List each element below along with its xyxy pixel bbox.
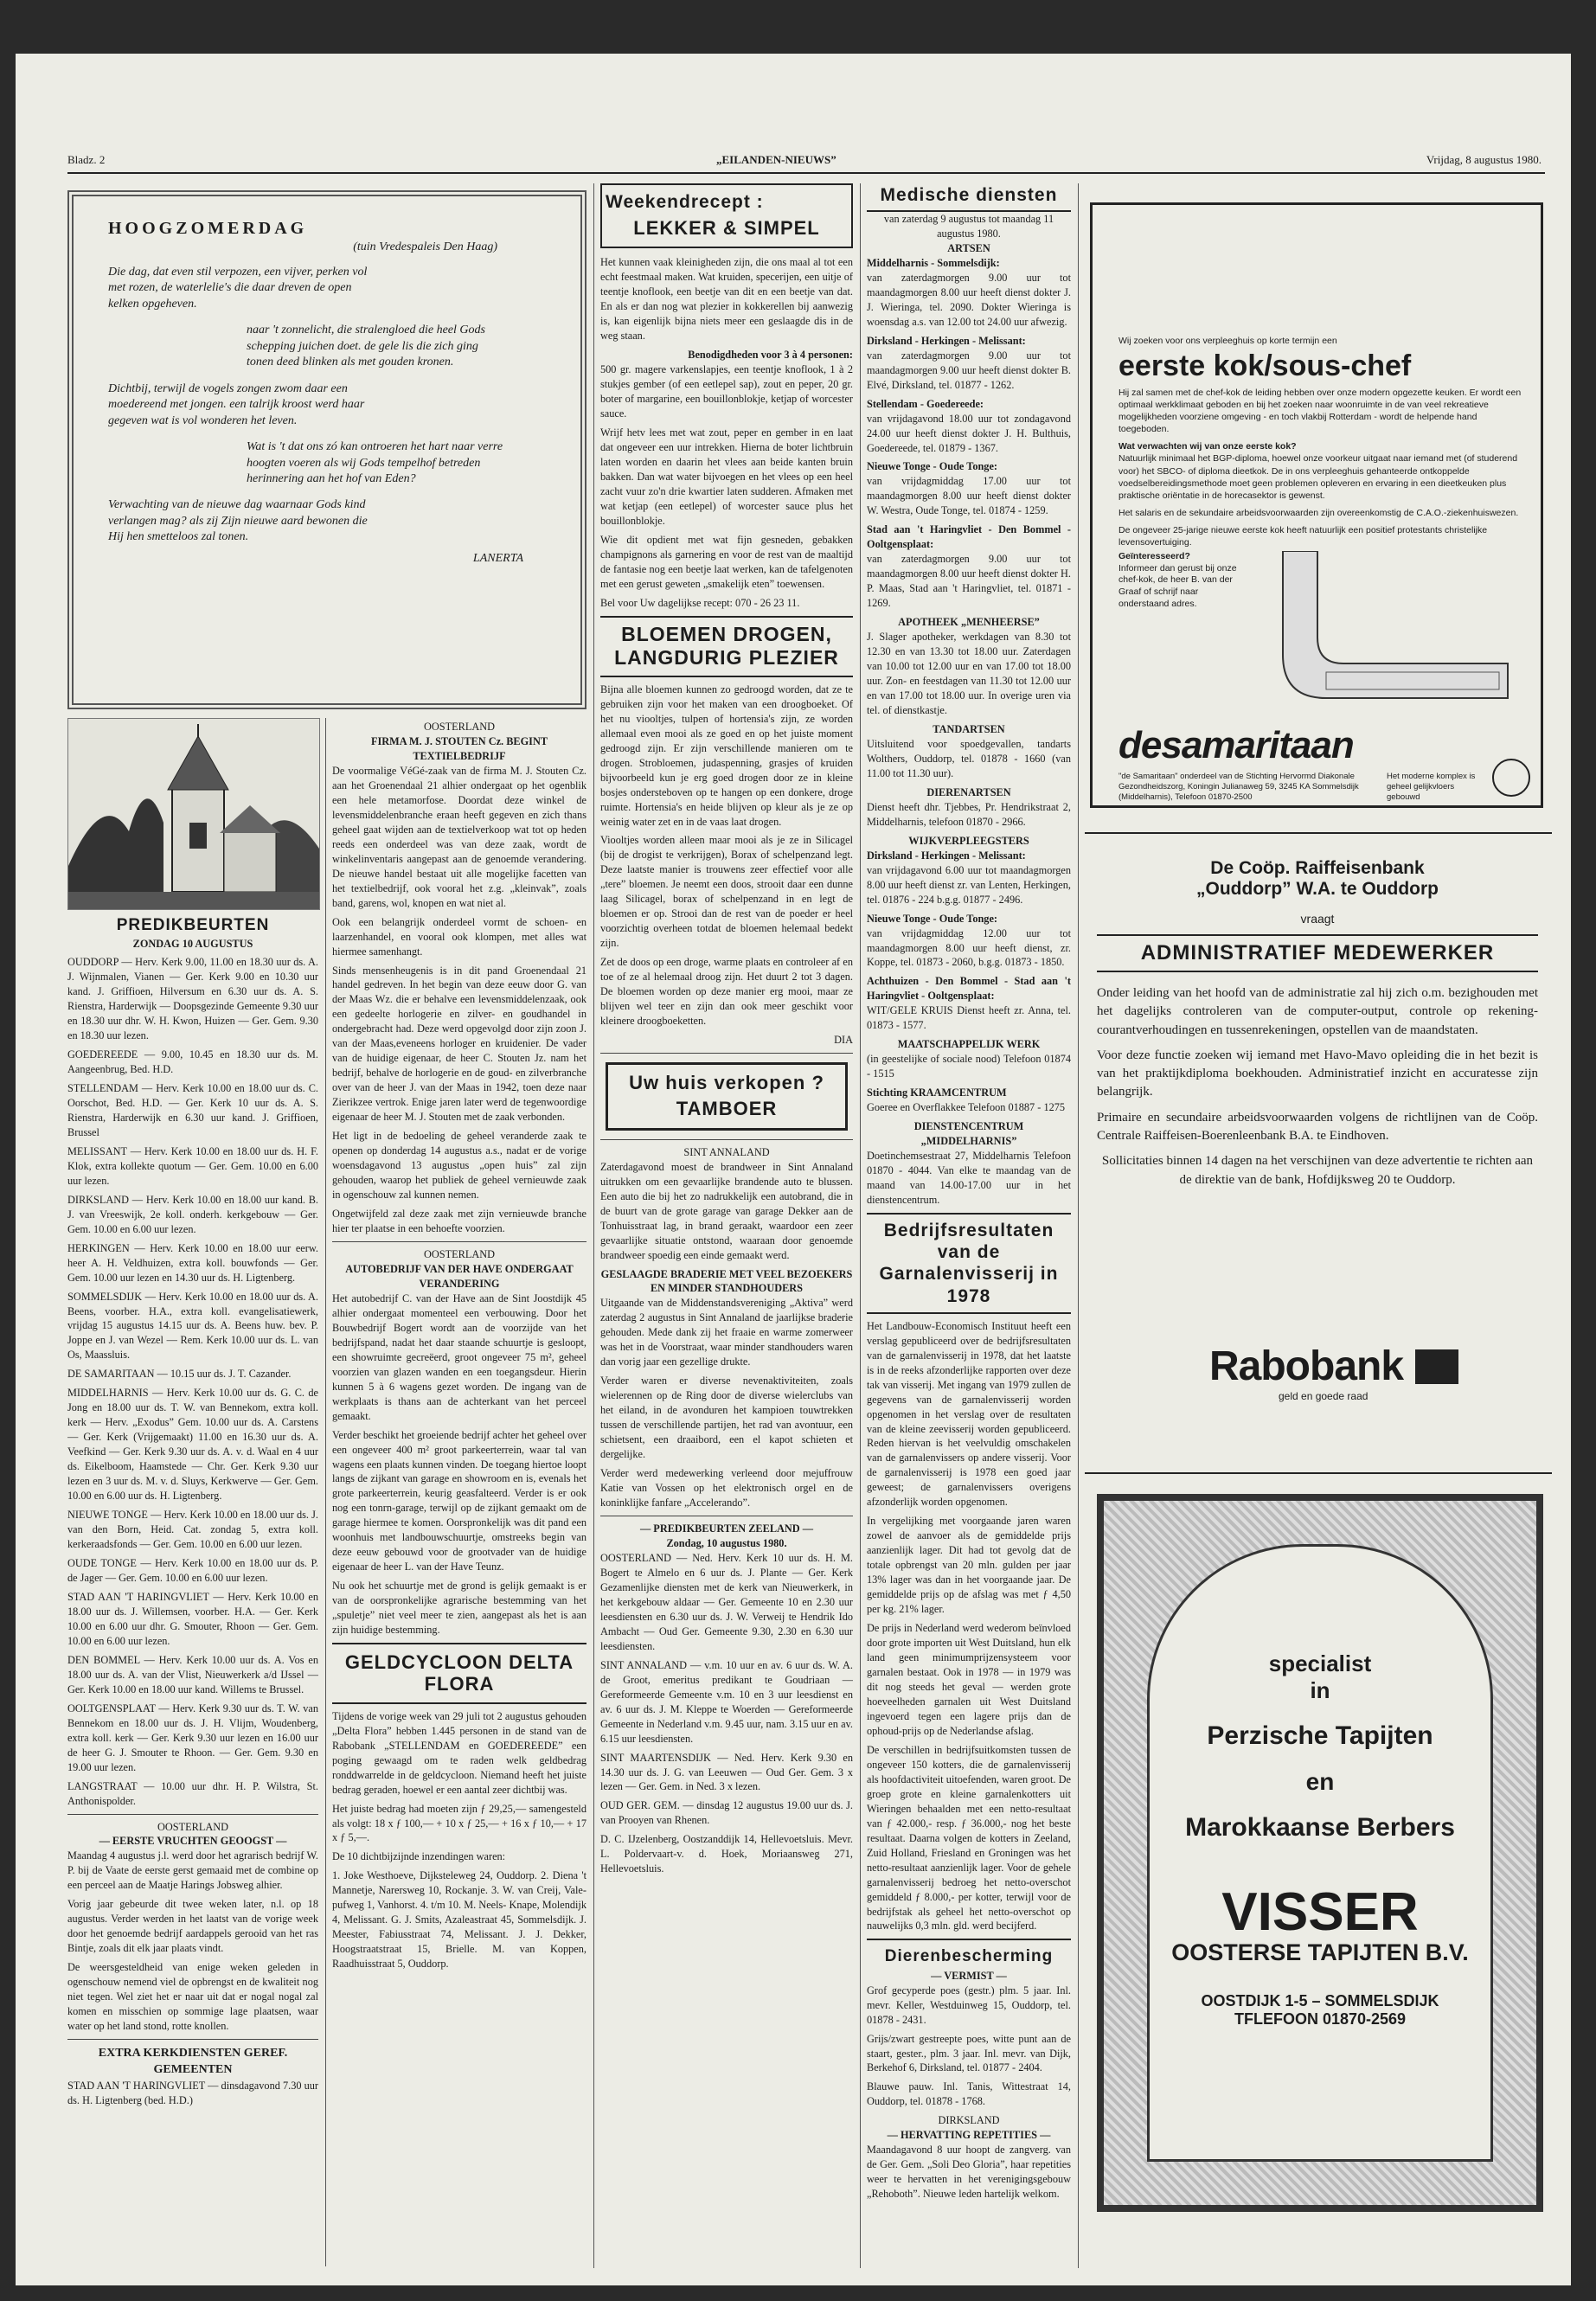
paper-name: „EILANDEN-NIEUWS” — [716, 153, 836, 166]
annaland-place: SINT ANNALAND — [683, 1145, 770, 1158]
braderie-para: Verder werd medewerking verleend door mejuffrouw Katie van Vossen op het elektronisch orgel en de koninklijke fanfare „Accelerando”. — [600, 1467, 853, 1509]
poem-stanza: Dichtbij, terwijl de vogels zongen zwom daar een moedereend met jongen. een talrijk kroost werd haar gegeven wat is vol wonderen het leven. — [108, 381, 365, 427]
med-range: van zaterdag 9 augustus tot maandag 11 augustus 1980. — [883, 212, 1054, 240]
med-section-text: van vrijdagavond 6.00 uur tot maandagmorgen 8.00 uur heeft dienst zr. van Lenten, Herkingen, tel. 01876 - 224 b.g.g. 01877 - 2496. — [867, 863, 1071, 906]
med-section-text: van vrijdagavond 18.00 uur tot zondagavond 24.00 uur heeft dienst dokter J. H. Bulthuis, Goedereede, tel. 01879 - 1367. — [867, 412, 1071, 454]
med-section-text: van vrijdagmiddag 12.00 uur tot maandagmorgen 8.00 uur heeft dienst, zr. Koppe, tel. 01873 - 2060, b.g.g. 01873 - 1850. — [867, 926, 1071, 969]
oogst-title: — EERSTE VRUCHTEN GEOOGST — — [99, 1835, 287, 1848]
poem-author: LANERTA — [472, 551, 523, 565]
bloemen-para: Bijna alle bloemen kunnen zo gedroogd worden, dat ze te gebruiken zijn voor het maken van een droogboeket. Of het nu viooltjes, tulpen of hortensia's zijn, ze worden allemaal even mooi als ze goed en op het juiste moment gedroogd zijn. Er zijn verschillende manieren om te drogen. Strobloemen, judaspenning, grasjes of kruiden bijvoorbeeld kun je erg goed drogen door ze in kleine bosjes ondersteboven op te hangen op een donkere, droge ruimte. Hortensia's en heide blijven op kleur als je ze op weinig water zet en in de vaas laat drogen. — [600, 683, 853, 828]
rabo-para: Primaire en secundaire arbeidsvoorwaarden volgens de richtlijnen van de Coöp. Centrale Raiffeisen-Boerenleenbank B.A. te Eindhoven. — [1097, 1110, 1538, 1144]
med-section-text: van zaterdagmorgen 9.00 uur tot maandagmorgen 8.00 uur heeft dienst dokter H. P. Maas, Stad aan 't Haringvliet, tel. 01871 - 1269. — [867, 553, 1071, 610]
geldcycloon-title: GELDCYCLOON DELTA FLORA — [344, 1651, 574, 1695]
autobedrijf-para: Het autobedrijf C. van der Have aan de Sint Joostdijk 45 alhier ondergaat momenteel een verbouwing. Door het Bouwbedrijf Bogert wordt aan de voorzijde van het bedrijfspand, nadat het daar staande schuurtje is gesloopt, een showruimte gecreëerd, groot ongeveer 75 m², geheel voorzien van glazen wanden en een toegangsdeur. Hierin kunnen 5 à 6 wagens gezet worden. De ingang van de werkplaats is thans aan de achterkant van het perceel gemaakt. — [332, 1292, 586, 1422]
preach-entry: DE SAMARITAAN — 10.15 uur ds. J. T. Cazander. — [67, 1368, 292, 1381]
bloemen-sign: DIA — [834, 1034, 853, 1047]
rabo-line2: „Ouddorp” W.A. te Ouddorp — [1196, 879, 1439, 899]
med-section-head: Dirksland - Herkingen - Melissant: — [867, 849, 1026, 862]
med-section-head: MAATSCHAPPELIJK WERK — [897, 1038, 1041, 1051]
med-section-head: DIENSTENCENTRUM „MIDDELHARNIS” — [913, 1120, 1024, 1148]
med-section-head: DIERENARTSEN — [926, 785, 1011, 798]
med-section-head: Nieuwe Tonge - Oude Tonge: — [867, 460, 998, 473]
preach-entry: MIDDELHARNIS — Herv. Kerk 10.00 uur ds. G. C. de Jong en 18.00 uur ds. T. W. van Bennekom, extra koll. kerk — Herv. „Exodus” Gem. 10.00 uur ds. A. Carstens — Ger. Kerk (Vrijgemaakt) 11.00 en 16.30 uur ds. A. Veefkind — Ger. Kerk 9.30 uur ds. A. v. d. Waal en 4 uur ds. Eikelboom, Haamstede — Chr. Ger. Kerk 9.30 uur lezen en 3 uur ds. M. v. d. Sluys, Kerkwerve — Ger. Gem. 10.00 en 6.00 uur ds. H. Ligtenberg. — [67, 1387, 318, 1503]
rabobank-ad — [1097, 858, 1538, 1446]
dirksland-place: DIRKSLAND — [938, 2114, 1000, 2127]
recept-needs: 500 gr. magere varkenslapjes, een teentje knoflook, 1 à 2 stukjes gember (of een eetlepel sap), zout en peper, 20 gr. boter of margarine, een bouillonblokje, ketjap of worcester sauce. — [600, 363, 853, 420]
repetities-title: — HERVATTING REPETITIES — — [887, 2129, 1051, 2142]
rabo-para: Onder leiding van het hoofd van de administratie zal hij zich o.m. bezighouden met het dagelijks controleren van de computer-output, controle op rekening-courantverhoudingen en tussenrekeningen, opstellen van de maandstaten. — [1097, 986, 1538, 1037]
visser-line4: en — [1305, 1768, 1335, 1795]
oogst-para: De weersgesteldheid van enige weken geleden in ogenschouw nemend viel de opbrengst en de kwaliteit nog niet tegen. Wel ziet het er naar uit dat er nogal nogal zal komen en misschien op sommige lage plaatsen, waar water op het land stond, rotte knollen. — [67, 1961, 318, 2033]
sam-interest-head: Geïnteresseerd? — [1118, 551, 1190, 561]
med-title: Medische diensten — [867, 183, 1071, 212]
med-section-head: Middelharnis - Sommelsdijk: — [867, 256, 1000, 269]
zeeland-entry: OOSTERLAND — Ned. Herv. Kerk 10 uur ds. H. M. Bogert te Almelo en 6 uur ds. J. Plante — Ger. Kerk Gezamenlijke diensten met de kerk van Nieuwerkerk, in het kerkgebouw aldaar — Ger. Gemeente 10 en 2.30 uur leesdiensten en 6.30 uur ds. J. W. Verweij te Hendrik Ido Ambacht — Oud Ger. Gemeente 9.30, 2.30 en 6.30 uur leesdiensten. — [600, 1551, 853, 1652]
braderie-para: Uitgaande van de Middenstandsvereniging „Aktiva” werd zaterdag 2 augustus in Sint Annaland de jaarlijkse braderie gehouden. Mede dank zij het fraaie en warme zomerweer was het in de Voorstraat, waar minder standhouders waren dan vorig jaar een gezellige drukte. — [600, 1297, 853, 1368]
extra-text: STAD AAN 'T HARINGVLIET — dinsdagavond 7.30 uur ds. H. Ligtenberg (bed. H.D.) — [67, 2079, 318, 2106]
sam-interest: Informeer dan gerust bij onze chef-kok, de heer B. van der Graaf of schrijf naar onderstaand adres. — [1118, 562, 1237, 609]
recept-intro: Het kunnen vaak kleinigheden zijn, die ons maal al tot een echt feestmaal maken. Wat kruiden, specerijen, een uitje of teentje knoflook, een beetje van dit en een beetje van dat. En als er dan nog wat plezier in kokkerellen bij aanwezig is, kan eigenlijk bijna niets meer een geslaagde dis in de weg staan. — [600, 256, 853, 343]
preach-entry: SOMMELSDIJK — Herv. Kerk 10.00 en 18.00 uur ds. A. Beens, voorber. H.A., extra koll. evangelisatiewerk, vrijdag 15 augustus 14.15 uur ds. A. Beens huw. bev. P. Joppe en J. van Wezel — Rem. Kerk 10.00 uur ds. L. van Os, Maassluis. — [67, 1290, 318, 1362]
stouten-place: OOSTERLAND — [424, 721, 495, 733]
visser-name: VISSER — [1221, 1882, 1419, 1942]
page-number: Bladz. 2 — [67, 153, 106, 166]
med-section-text: van zaterdagmorgen 9.00 uur tot maandagmorgen 8.00 uur heeft dienst dokter J. J. Wieringa, tel. 2090. Dokter Wieringa is woensdag a.s. van 12.00 tot 24.00 uur afwezig. — [867, 271, 1071, 328]
geldcycloon-para: Tijdens de vorige week van 29 juli tot 2 augustus gehouden „Delta Flora” hebben 1.445 personen in de stand van de Rabobank „STELLENDAM en GOEDEREEDE” een poging gewaagd om te raden welk geldbedrag ronddwarrelde in de geldcycloon. Niemand heeft het juiste bedrag geraden, hoewel er een aantal zeer dichtbij was. — [332, 1709, 586, 1796]
med-section-text: Dienst heeft dhr. Tjebbes, Pr. Hendrikstraat 2, Middelharnis, telefoon 01870 - 2966. — [867, 800, 1071, 828]
stouten-para: De voormalige VéGé-zaak van de firma M. J. Stouten Cz. aan het Groenendaal 21 alhier ondergaat op het ogenblik een hele metamorfose. Doordat deze winkel de levensmiddelenbranche eraan heeft gegeven en zich thans geheel gaat wijden aan de textielverkoop wat tot op heden reeds een onderdeel was van deze zaak, wordt de winkelinventaris aangepast aan de genoemde verandering. De nieuwe handel bestaat uit alle mogelijke facetten van het textielbedrijf, ook vooral het z.g. „kleinvak”, zoals band, garens, wol, knopen en wat niet al. — [332, 764, 586, 909]
preach-entry: STAD AAN 'T HARINGVLIET — Herv. Kerk 10.00 en 18.00 uur ds. J. Willemsen, voorber. H.A. — Ger. Kerk 10.00 en 6.00 uur dhr. G. Smouter, Rhoon — Ger. Gem. 10.00 en 6.00 uur lezen. — [67, 1590, 318, 1647]
oogst-para: Vorig jaar gebeurde dit twee weken later, n.l. op 18 augustus. Verder werden in het laatst van de vorige week door het genoemde bedrijf aardappels gerooid van het ras Bintje, zoals dit elk jaar plaats vindt. — [67, 1898, 318, 1955]
rabo-job: ADMINISTRATIEF MEDEWERKER — [1097, 934, 1538, 972]
visser-line1: specialist — [1268, 1650, 1372, 1676]
med-section-head: ARTSEN — [947, 241, 990, 254]
sam-desc: Hij zal samen met de chef-kok de leiding hebben over onze modern opgezette keuken. Er wordt een optimaal werkklimaat geboden en bij het zoeken naar woonruimte in de van veel rekreatieve mogelijkheden voorziene omgeving - en toch vlakbij Rotterdam - wordt de helpende hand toegeboden. — [1118, 387, 1522, 435]
dieren-sub: — VERMIST — — [931, 1969, 1007, 1982]
recept-more: Bel voor Uw dagelijkse recept: 070 - 26 23 11. — [600, 596, 800, 609]
autobedrijf-para: Nu ook het schuurtje met de grond is gelijk gemaakt is er van de oorspronkelijke agrarische bestemming van het „spuletje” niet veel meer te zien, aangepast als het is aan zijn huidige bestemming. — [332, 1580, 586, 1637]
sam-tagline: Wij zoeken voor ons verpleeghuis op korte termijn een — [1118, 336, 1337, 346]
stouten-para: Sinds mensenheugenis is in dit pand Groenendaal 21 handel gedreven. In het begin van deze eeuw door G. van der Maas Wz. die er behalve een levensmiddelenzaak, ook een gedeelte horlogerie en zilver- en goudhandel in ondergebracht had. Deze werd opgevolgd door zijn zoon J. van der Maas,eveneens horloger en kruidenier. De vader van de huidige eigenaar, de heer C. Stouten Jz. nam het bedrijf, behalve de horlogerie en de goud- en zilverbranche over van de heer J. van der Maas in 1942, toen deze naar Zierikzee vertrok. Enige jaren later werd de tegenwoordige eigenaar de heer M. J. Stouten met de zaak verbonden. — [332, 964, 586, 1124]
preach-entry: DIRKSLAND — Herv. Kerk 10.00 en 18.00 uur kand. B. J. van Vreeswijk, 2e koll. onderh. kerkgebouw — Ger. Gem. 10.00 en 6.00 uur lezen. — [67, 1193, 318, 1235]
stouten-para: Ongetwijfeld zal deze zaak met zijn vernieuwde branche hier ter plaatse in een behoefte voorzien. — [332, 1208, 586, 1234]
med-section-text: Goeree en Overflakkee Telefoon 01887 - 1275 — [867, 1101, 1066, 1114]
med-section-text: van vrijdagmiddag 17.00 uur tot maandagmorgen 8.00 uur heeft dienst dokter W. Westra, Oude Tonge, tel. 01874 - 1259. — [867, 475, 1071, 517]
sam-qtext: Natuurlijk minimaal het BGP-diploma, hoewel onze voorkeur uitgaat naar iemand met (of studerend voor) het SBCO- of diploma dieetkok. De in ons verpleeghuis gehanteerde ontkoppelde voedselbereidingsmethode moet geen problemen opleveren en ervaring in een dieetkeuken plus praktische oriëntatie in de horecasektor is gewenst. — [1118, 453, 1518, 501]
dieren-title: Dierenbescherming — [884, 1947, 1054, 1966]
med-section-head: Stad aan 't Haringvliet - Den Bommel - Ooltgensplaat: — [867, 523, 1071, 551]
predikbeurten-column — [67, 914, 318, 2264]
newspaper-page — [16, 54, 1571, 2285]
verkopen-sub: TAMBOER — [676, 1098, 778, 1120]
rabo-vraagt: vraagt — [1300, 912, 1335, 926]
braderie-para: Verder waren er diverse nevenaktiviteiten, zoals wielerennen op de Ring door de diverse wielerclubs van het eiland, in de avonduren het kampioen touwtrekken tussen de verschillende partijen, het rad van avontuur, een schietsent, een draaibord, een el kapot schieten et dergelijke. — [600, 1375, 853, 1461]
geldcycloon-para: De 10 dichtbijzijnde inzendingen waren: — [332, 1850, 506, 1863]
preach-entry: LANGSTRAAT — 10.00 uur dhr. H. P. Wilstra, St. Anthonispolder. — [67, 1779, 318, 1807]
med-section-text: Doetinchemsestraat 27, Middelharnis Telefoon 01870 - 4044. Van elke te maandag van de maand van 14.00-17.00 uur in het dienstencentrum. — [867, 1150, 1071, 1206]
recept-title: LEKKER & SIMPEL — [633, 216, 820, 239]
rabo-logo-icon — [1415, 1349, 1458, 1384]
med-section-head: Dirksland - Herkingen - Melissant: — [867, 334, 1026, 347]
poem-stanza: naar 't zonnelicht, die stralengloed die heel Gods schepping juichen doet. de gele lis die zich ging tonen deed blinken als met gouden kronen. — [247, 324, 485, 369]
annaland-para: Zaterdagavond moest de brandweer in Sint Annaland uitrukken om een gevaarlijke brandende auto te blussen. Een auto die bij het zo nadrukkelijk een autobrand, die in de buurt van de grote garage van garage Dekker aan de Tonhuisstraat lag, in brand geraakt, waardoor een zeer gevaarlijke situatie ontstond, waaraan door genoemde brandweer spoedig een einde gemaakt werd. — [600, 1160, 853, 1261]
samaritaan-ad — [1090, 202, 1543, 808]
zeeland-entry: SINT ANNALAND — v.m. 10 uur en av. 6 uur ds. W. A. de Groot, emeritus predikant te Goudriaan — Gereformeerde Gemeente v.m. 10 en 3 uur leesdienst en av. 6 uur ds. J. M. Kleppe te Woerden — Gereformeerde Gemeente in Nederland v.m. 9.45 uur, nam. 3.15 uur en av. 6.15 uur leesdiensten. — [600, 1658, 853, 1745]
recept-serve: Wie dit opdient met wat fijn gesneden, gebakken champignons als garnering en voor de rest van de maaltijd de fantasie nog een beetje laat werken, kan de tafelgenoten met een gerust geweten „smakelijk eten” toewensen. — [600, 533, 853, 590]
poem-stanza: Verwachting van de nieuwe dag waarnaar Gods kind verlangen mag? als zij Zijn nieuwe aard bewonen die Hij hen smetteloos zal tonen. — [108, 498, 368, 544]
recept-column — [600, 183, 853, 2268]
visser-line2: in — [1310, 1677, 1330, 1703]
sam-emblem-icon — [1492, 759, 1530, 797]
church-illustration — [67, 718, 320, 910]
preach-subtitle: ZONDAG 10 AUGUSTUS — [132, 938, 253, 951]
garnalen-para: De prijs in Nederland werd wederom beïnvloed door grote importen uit West Duitsland, hun elk land geen minimumprijzensysteem voor garnalen bestaat. Ook in 1978 — in 1979 was dit nog steeds het geval — werden grote hoeveelheden garnalen uit West Duitsland ingevoerd tegen een lagere prijs dan de ophoud-prijs op de Nederlandse afslag. — [867, 1622, 1071, 1737]
rabo-para: Sollicitaties binnen 14 dagen na het verschijnen van deze advertentie te richten aan de direktie van de bank, Hofdijksweg 20 te Ouddorp. — [1101, 1154, 1534, 1187]
dieren-para: Blauwe pauw. Inl. Tanis, Wittestraat 14, Ouddorp, tel. 01878 - 1768. — [867, 2080, 1071, 2108]
med-section-head: WIJKVERPLEEGSTERS — [908, 834, 1029, 847]
rabo-para: Voor deze functie zoeken wij iemand met Havo-Mavo opleiding die in het bezit is van het praktijkdiploma boekhouden. Administratief inzicht en accuratesse zijn belangrijk. — [1097, 1048, 1538, 1099]
med-section-head: APOTHEEK „MENHEERSE” — [898, 616, 1040, 629]
garnalen-para: In vergelijking met voorgaande jaren waren zowel de aanvoer als de gemiddelde prijs aanzienlijk lager. Dit had tot gevolg dat de totale opbrengst van 20 mln. gulden per jaar 13% lager was dan in het voorgaande jaar. De gemiddelde prijs op de afslag was met ƒ 4,50 per kg. 21% lager. — [867, 1515, 1071, 1616]
preach-entry: OUDDORP — Herv. Kerk 9.00, 11.00 en 18.30 uur ds. A. J. Wijnmalen, Vianen — Ger. Kerk 9.00 en 10.30 uur kand. J. Griffioen, Hilversum en 6.30 uur ds. A. S. Rienstra, Harderwijk — Doopsgezinde Gemeente 9.30 uur en 18.30 uur dhr. W. H. Kwon, Huizen — Ger. Gem. 9.30 en 18.30 uur lezen. — [67, 956, 318, 1042]
sam-org: De ongeveer 25-jarige nieuwe eerste kok heeft natuurlijk een positief protestants christelijke levensovertuiging. — [1118, 525, 1488, 548]
med-section-text: J. Slager apotheker, werkdagen van 8.30 tot 12.30 en van 13.30 tot 18.00 uur. Zaterdagen van 10.00 tot 12.00 uur en van 17.00 tot 18.00 uur. Zon- en feestdagen van 11.30 tot 12.00 uur en van 17.00 tot 18.00 uur. In overige uren via tel. of dienstkastje. — [867, 631, 1071, 716]
preach-entry: OUDE TONGE — Herv. Kerk 10.00 en 18.00 uur ds. P. de Jager — Ger. Gem. 10.00 en 6.00 uur lezen. — [67, 1557, 318, 1584]
zeeland-entry: OUD GER. GEM. — dinsdag 12 augustus 19.00 uur ds. J. van Prooyen van Rhenen. — [600, 1799, 853, 1827]
sam-logo: desamaritaan — [1118, 724, 1354, 766]
oogst-place: OOSTERLAND — [157, 1820, 228, 1833]
poem-title: HOOGZOMERDAG — [108, 219, 308, 238]
visser-ad — [1097, 1494, 1543, 2212]
stouten-para: Ook een belangrijk onderdeel vormt de schoen- en laarzenhandel, en vooral ook klompen, met alles wat hiermee samenhangt. — [332, 915, 586, 958]
autobedrijf-place: OOSTERLAND — [424, 1247, 495, 1260]
preach-entry: MELISSANT — Herv. Kerk 10.00 en 18.00 uur ds. H. F. Klok, extra kollekte quotum — Ger. Gem. 10.00 en 6.00 uur lezen. — [67, 1144, 318, 1187]
rabo-line1: De Coöp. Raiffeisenbank — [1210, 858, 1425, 878]
sam-job: eerste kok/sous-chef — [1118, 349, 1412, 383]
poem-box — [67, 190, 586, 709]
med-section-text: WIT/GELE KRUIS Dienst heeft zr. Anna, tel. 01873 - 1577. — [867, 1004, 1071, 1032]
stouten-column — [332, 720, 586, 2268]
poem-subtitle: (tuin Vredespaleis Den Haag) — [353, 240, 497, 254]
garnalen-title: Bedrijfsresultaten van de Garnalenvisserij in 1978 — [879, 1220, 1059, 1306]
preach-entry: HERKINGEN — Herv. Kerk 10.00 en 18.00 uur eerw. heer A. H. Veldhuizen, extra koll. bouwfonds — Ger. Gem. 10.00 uur lezen en 14.30 uur ds. H. Ligtenberg. — [67, 1241, 318, 1284]
medisch-column — [867, 183, 1071, 2268]
autobedrijf-para: Verder beschikt het groeiende bedrijf achter het geheel over een ongeveer 400 m² groot parkeerterrein, waar tal van wagens een plaats kunnen vinden. De toegang hiertoe loopt langs de zijkant van garage en showroom en is, evenals het grote parkeerterrein, keurig geasfalteerd. Verder is er ook nog een tonrn-garage, terwijl op de zijkant gemaakt om de garage hiermee te komen. Oorspronkelijk was dit pand een woonhuis met landbouwschuurtje, omstreeks begin van deze eeuw gebouwd voor de grootvader van de huidige eigenaar de heer L. van der Have Teunz. — [332, 1428, 586, 1574]
poem-stanza: Die dag, dat even stil verpozen, een vijver, perken vol met rozen, de waterlelie's die daar dreven de open kelken opgeheven. — [108, 265, 368, 311]
braderie-title: GESLAAGDE BRADERIE MET VEEL BEZOEKERS EN MINDER STANDHOUDERS — [600, 1267, 853, 1295]
geldcycloon-para: Het juiste bedrag had moeten zijn ƒ 29,25,— samengesteld als volgt: 18 x ƒ 100,— + 10 x ƒ 25,— + 16 x ƒ 10,— + 17 x ƒ 5,—. — [332, 1802, 586, 1844]
sam-address: "de Samaritaan" onderdeel van de Stichting Hervormd Diakonale Gezondheidszorg, Koningin Julianaweg 59, 3245 KA Sommelsdijk (Middelharnis), Telefoon 01870-2500 — [1118, 772, 1359, 802]
med-section-text: (in geestelijke of sociale nood) Telefoon 01874 - 1515 — [867, 1053, 1071, 1080]
med-section-head: Stellendam - Goedereede: — [867, 397, 984, 410]
page-date: Vrijdag, 8 augustus 1980. — [1426, 153, 1542, 166]
recept-kicker: Weekendrecept : — [606, 192, 764, 212]
visser-line3: Perzische Tapijten — [1207, 1721, 1433, 1750]
garnalen-para: Het Landbouw-Economisch Instituut heeft een verslag gepubliceerd over de bedrijfsresultaten van de garnalenvisserij in 1978, dat het laatste is in de reeks afzonderlijke rapporten over deze tak van visserij. Met ingang van 1979 zullen de gegevens van de garnalenvisserij worden opgenomen in het verslag over de resultaten van de kleine zeevisserij worden gepubliceerd. Reden hiervan is het veelvuldig omschakelen van de garnalenvissers op andere visserij. Voor de garnalenvisserij is 1978 een goed jaar geweest; de garnalenvissers overigens afzonderlijk worden opgenomen. — [867, 1319, 1071, 1509]
stouten-title: FIRMA M. J. STOUTEN Cz. BEGINT TEXTIELBEDRIJF — [370, 734, 548, 762]
sam-salary: Het salaris en de sekundaire arbeidsvoorwaarden zijn overeenkomstig de C.A.O.-ziekenhuiswezen. — [1118, 508, 1519, 519]
bloemen-title: BLOEMEN DROGEN, LANGDURIG PLEZIER — [614, 622, 839, 670]
geldcycloon-para: 1. Joke Westhoeve, Dijksteleweg 24, Ouddorp. 2. Diena 't Mannetje, Narersweg 10, Rockanje. 3. W. van Creij, Vale-pufweg 1, Vanhorst. 4. t/m 10. M. Neels- Knape, Molendijk 4, Melissant. G. J. Smits, Azaleastraat 45, Sommelsdijk. J. Meester, Fabiusstraat 74, Melissant. J. J. Dekker, Hoogstraatstraat 15, Brielle. M. van Koppen, Raadhuisstraat 5, Ouddorp. — [332, 1869, 586, 1971]
extra-title: EXTRA KERKDIENSTEN GEREF. GEMEENTEN — [98, 2047, 288, 2077]
visser-phone: TFLEFOON 01870-2569 — [1234, 2010, 1407, 2028]
rabo-slogan: geld en goede raad — [1279, 1390, 1368, 1402]
preach-entry: DEN BOMMEL — Herv. Kerk 10.00 uur ds. A. Vos en 18.00 uur ds. A. van der Vlist, Nieuwerkerk a/d IJssel — Ger. Kerk 10.00 en 18.00 uur kand. Willems te Brussel. — [67, 1653, 318, 1695]
zeeland-date: Zondag, 10 augustus 1980. — [666, 1536, 787, 1549]
preach-entry: GOEDEREEDE — 9.00, 10.45 en 18.30 uur ds. M. Aangeenbrug, Bed. H.D. — [67, 1048, 318, 1075]
rabo-logo: Rabobank — [1209, 1343, 1404, 1389]
building-drawing — [1248, 551, 1525, 724]
med-section-head: Achthuizen - Den Bommel - Stad aan 't Haringvliet - Ooltgensplaat: — [867, 975, 1071, 1003]
med-section-head: Nieuwe Tonge - Oude Tonge: — [867, 912, 998, 925]
visser-address: OOSTDIJK 1-5 – SOMMELSDIJK — [1201, 1992, 1439, 2009]
visser-line5: Marokkaanse Berbers — [1185, 1813, 1455, 1842]
bloemen-para: Viooltjes worden alleen maar mooi als je ze in Silicagel (bij de drogist te verkrijgen), Borax of schelpenzand legt. Deze laatste manier is trouwens zeer effectief voor alle „tere” bloemen. Je neemt een doos, strooit daar een dunne laag Silicagel, borax of schelpenzand in en legt de bloemen er op. Strooi dan de rest van de poeder er heel voorzichtig overheen totdat de bloemen helemaal bedekt zijn. — [600, 834, 853, 950]
visser-sub: OOSTERSE TAPIJTEN B.V. — [1171, 1939, 1469, 1965]
zeeland-entry: SINT MAARTENSDIJK — Ned. Herv. Kerk 9.30 en 14.30 uur ds. J. G. van Leeuwen — Oud Ger. Gem. 3 x lezen — Ger. Gem. in Ned. 3 x lezen. — [600, 1751, 853, 1793]
zeeland-entry: D. C. IJzelenberg, Oostzanddijk 14, Hellevoetsluis. Mevr. L. Poldervaart-v. d. Hoek, Moriaansweg 271, Hellevoetsluis. — [600, 1833, 853, 1875]
recept-method: Wrijf hetv lees met wat zout, peper en gember in en laat dat ongeveer een uur intrekken. Hierna de boter lichtbruin laten worden en daarin het vlees aan beide kanten bruin bakken. Dan wat water bijvoegen en het vlees op een heel zacht vuur zo'n drie kwartier laten sudderen. Afmaken met wat ketjap (een eetlepel) of worcester sauce plus het bouillonblokje. — [600, 426, 853, 527]
dieren-para: Grijs/zwart gestreepte poes, witte punt aan de staart, gester., plm. 3 jaar. Inl. mevr. van Dijk, Berkehof 6, Dirksland, tel. 01877 - 2404. — [867, 2032, 1071, 2074]
autobedrijf-title: AUTOBEDRIJF VAN DER HAVE ONDERGAAT VERANDERING — [345, 1262, 574, 1290]
med-section-text: Uitsluitend voor spoedgevallen, tandarts Wolthers, Ouddorp, tel. 01878 - 1660 (van 11.00 tot 11.30 uur). — [867, 737, 1071, 779]
recept-needs-head: Benodigdheden voor 3 à 4 personen: — [688, 349, 853, 362]
poem-stanza: Wat is 't dat ons zó kan ontroeren het hart naar verre hoogten voeren als wij Gods tempelhof betreden herinnering aan het hof van Eden? — [247, 440, 503, 486]
med-section-head: Stichting KRAAMCENTRUM — [867, 1086, 1007, 1099]
med-section-head: TANDARTSEN — [933, 722, 1005, 735]
sam-q: Wat verwachten wij van onze eerste kok? — [1118, 441, 1297, 452]
preach-title: PREDIKBEURTEN — [116, 916, 270, 934]
oogst-para: Maandag 4 augustus j.l. werd door het agrarisch bedrijf W. P. bij de Vaate de eerste gerst gemaaid met de combine op een perceel aan de Maatje Harings Jobsweg alhier. — [67, 1849, 318, 1892]
stouten-para: Het ligt in de bedoeling de geheel veranderde zaak te openen op donderdag 14 augustus a.s., nadat er de vorige woensdagavond 13 augustus „open huis” zal zijn gehouden, waarop het publiek de geheel vernieuwde zaak in ogenschouw zal kunnen nemen. — [332, 1130, 586, 1202]
preach-entry: NIEUWE TONGE — Herv. Kerk 10.00 en 18.00 uur ds. J. van den Born, Heid. Cat. zondag 5, extra koll. kerkeraadsfonds — Ger. Gem. 10.00 en 6.00 uur lezen. — [67, 1509, 318, 1551]
zeeland-head: — PREDIKBEURTEN ZEELAND — — [639, 1522, 814, 1535]
med-section-text: van zaterdagmorgen 9.00 uur tot maandagmorgen 9.00 uur heeft dienst dokter B. Elvé, Dirksland, tel. 01877 - 1262. — [867, 349, 1071, 391]
preach-entry: OOLTGENSPLAAT — Herv. Kerk 9.30 uur ds. T. W. van Bennekom en 18.00 uur ds. J. H. Vlijm, Woudenberg, extra koll. kerk — Ger. Kerk 9.30 uur lezen en 16.00 uur de heer G. J. Smouter te Rhoon. — Ger. Gem. 9.30 en 19.00 uur lezen. — [67, 1702, 318, 1773]
preach-entry: STELLENDAM — Herv. Kerk 10.00 en 18.00 uur ds. C. Oorschot, Bed. H.D. — Ger. Kerk 10 uur ds. A. S. Rienstra, Harderwijk en 6.30 uur kand. J. Griffioen, Brussel — [67, 1081, 318, 1138]
bloemen-para: Zet de doos op een droge, warme plaats en controleer af en toe of ze al helemaal droog zijn. Het duurt 2 tot 3 dagen. De bloemen worden op deze manier erg mooi, maar ze blijven wel teer en zijn dan ook meer geschikt voor kleinere droogboeketten. — [600, 956, 853, 1028]
garnalen-para: De verschillen in bedrijfsuitkomsten tussen de ongeveer 150 kotters, die de garnalenvisserij als hoofdactiviteit uitoefenden, waren groot. De groep grote en kleine garnalenkotters uit Wieringen behaalden met een netto-resultaat van ƒ 42.000,- resp. ƒ 36.000,- nog het beste resultaat. Daarna volgen de kotters in Zeeland, Zuid Holland, Friesland en Groningen was het netto-resultaat aanzienlijk lager. Voor de gehele garnalenvisserij bedroeg het netto-overschot gemiddeld ƒ 8.000,- per kotter, terwijl voor de bedrijfstak als geheel het netto-overschot op nauwelijks 0,3 mln. gld. werd becijferd. — [867, 1743, 1071, 1932]
repetities-text: Maandagavond 8 uur hoopt de zangverg. van de Ger. Gem. „Soli Deo Gloria”, haar repetities weer te hervatten in het verenigingsgebouw „Rehoboth”. Nieuwe leden hartelijk welkom. — [867, 2144, 1071, 2201]
dieren-para: Grof gecyperde poes (gestr.) plm. 5 jaar. Inl. mevr. Keller, Westduinweg 15, Ouddorp, tel. 01878 - 2431. — [867, 1984, 1071, 2026]
sam-complex: Het moderne komplex is geheel gelijkvloers gebouwd — [1387, 772, 1476, 802]
header-rule — [67, 172, 1545, 174]
verkopen-title: Uw huis verkopen ? — [629, 1072, 824, 1094]
